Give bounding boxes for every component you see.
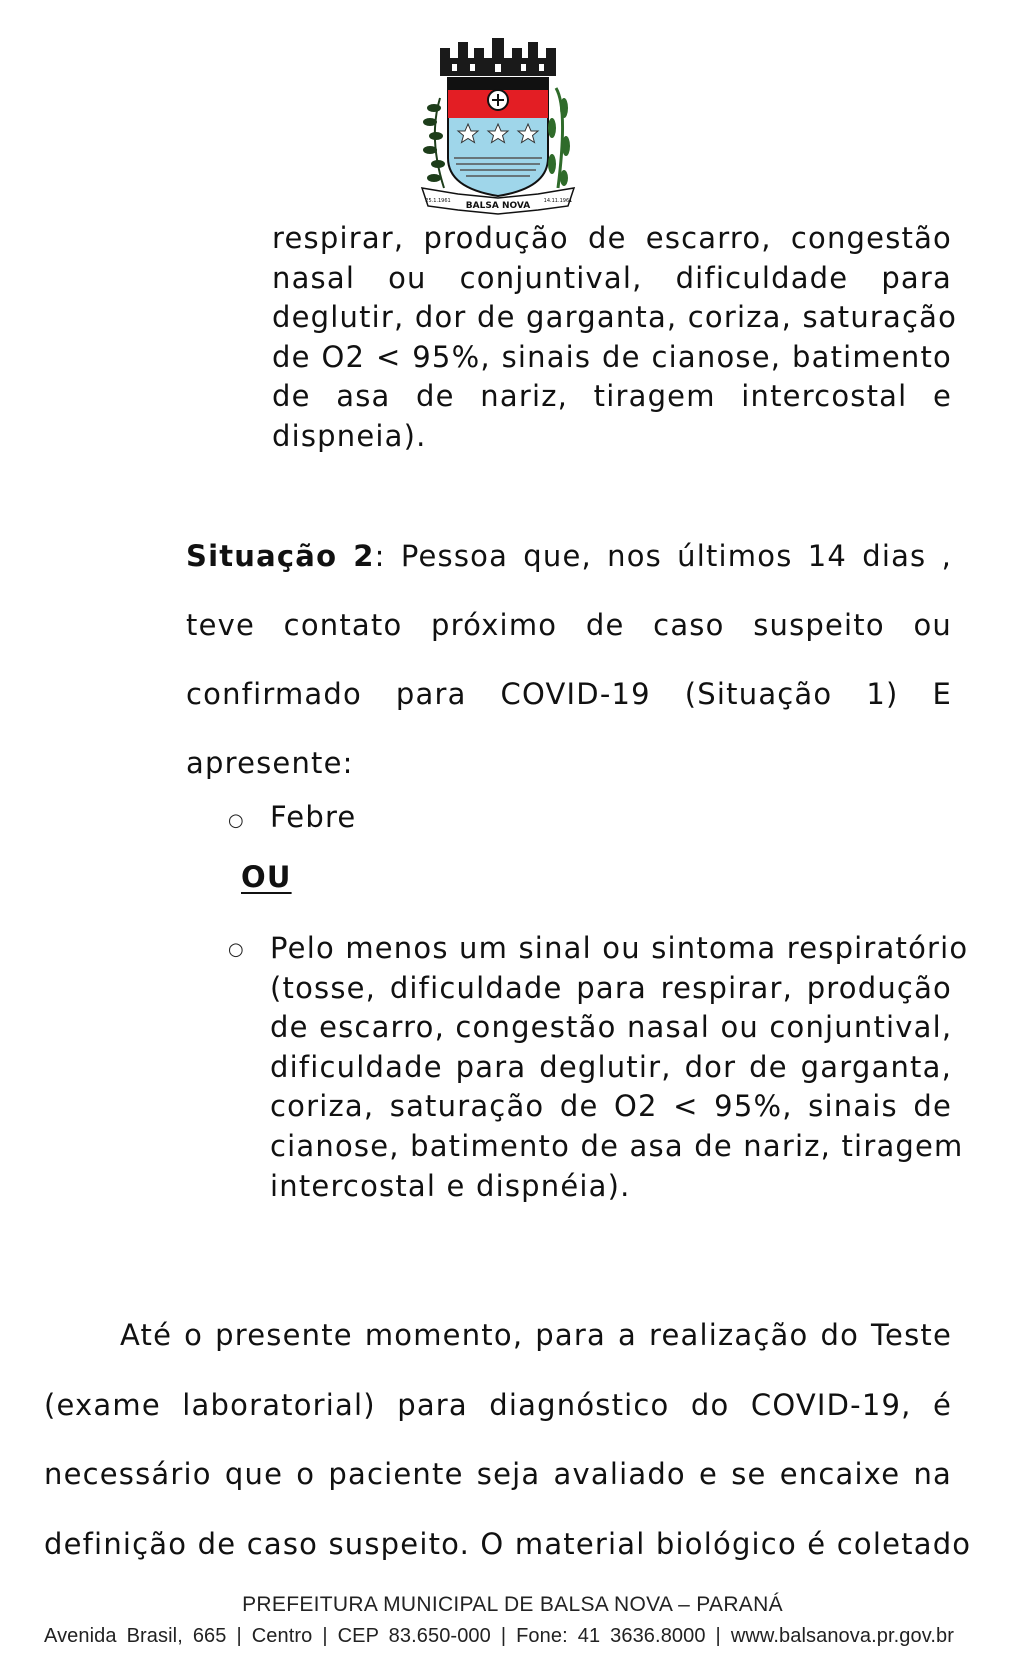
- situation-2-label: Situação 2: [186, 539, 375, 573]
- text-line: teve contato próximo de caso suspeito ou: [186, 608, 952, 642]
- bullet-circle-icon: ○: [228, 810, 244, 831]
- situation-2-paragraph: [186, 522, 952, 798]
- text-line: necessário que o paciente seja avaliado e se encaixe na: [44, 1457, 952, 1491]
- text-line: apresente:: [186, 746, 354, 780]
- situation-2-text: : Pessoa que, nos últimos 14 dias ,: [374, 539, 952, 573]
- symptoms-continuation: [272, 219, 958, 457]
- text-line: de O2 < 95%, sinais de cianose, batimento: [272, 339, 952, 374]
- text-line: (tosse, dificuldade para respirar, produção: [270, 970, 952, 1005]
- text-line: Pelo menos um sinal ou sintoma respiratório: [270, 931, 969, 965]
- footer-title: PREFEITURA MUNICIPAL DE BALSA NOVA – PARANÁ: [242, 1593, 783, 1616]
- svg-text:25.1.1961: 25.1.1961: [425, 198, 451, 204]
- svg-text:14.11.1961: 14.11.1961: [543, 198, 573, 204]
- text-line: dificuldade para deglutir, dor de garganta,: [270, 1049, 952, 1084]
- list-item-respiratory-symptoms: [270, 929, 969, 1206]
- text-line: definição de caso suspeito. O material biológico é coletado: [44, 1526, 972, 1561]
- text-line: (exame laboratorial) para diagnóstico do COVID-19, é: [44, 1387, 952, 1422]
- svg-text:BALSA NOVA: BALSA NOVA: [465, 201, 531, 211]
- text-line: coriza, saturação de O2 < 95%, sinais de: [270, 1089, 952, 1124]
- text-line: dispneia).: [272, 418, 427, 453]
- bullet-circle-icon: ○: [228, 939, 244, 960]
- text-line: cianose, batimento de asa de nariz, tiragem: [270, 1128, 964, 1163]
- text-line: respirar, produção de escarro, congestão: [272, 221, 952, 255]
- text-line: intercostal e dispnéia).: [270, 1168, 631, 1203]
- coat-of-arms-icon: [418, 38, 578, 218]
- test-paragraph: [44, 1301, 972, 1579]
- text-line: de asa de nariz, tiragem intercostal e: [272, 379, 952, 414]
- text-line: [186, 522, 952, 591]
- text-line: de escarro, congestão nasal ou conjuntival,: [270, 1010, 953, 1045]
- text-line: nasal ou conjuntival, dificuldade para: [272, 260, 952, 295]
- list-item-febre: Febre: [270, 800, 357, 834]
- footer-address: Avenida Brasil, 665 | Centro | CEP 83.650-000 | Fone: 41 3636.8000 | www.balsanova.pr.gov.br: [44, 1625, 954, 1647]
- text-line: confirmado para COVID-19 (Situação 1) E: [186, 677, 952, 711]
- text-line: deglutir, dor de garganta, coriza, saturação: [272, 300, 958, 335]
- or-separator: OU: [241, 860, 292, 894]
- text-line: Até o presente momento, para a realização do Teste: [120, 1318, 952, 1352]
